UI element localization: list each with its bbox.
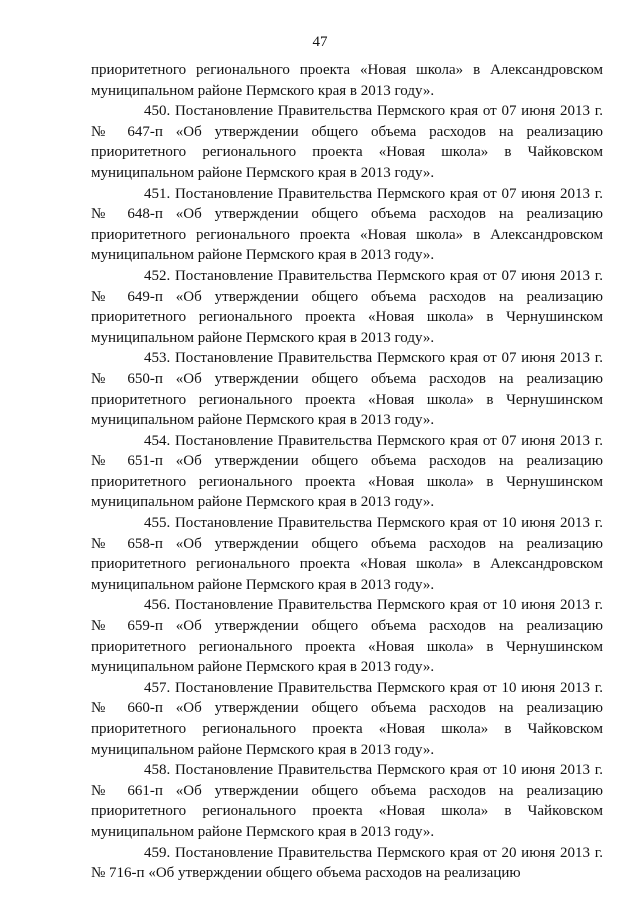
paragraph-item-456: 456. Постановление Правительства Пермского края от 10 июня 2013 г. № 659-п «Об утверждении общего объема расходов на реализацию приоритетного регионального проекта «Новая школа» в Чернушинском муниципальном районе Пермского края в 2013 году». [91,597,603,676]
paragraph-item-455: 455. Постановление Правительства Пермского края от 10 июня 2013 г. № 658-п «Об утверждении общего объема расходов на реализацию приоритетного регионального проекта «Новая школа» в Александровском муниципальном районе Пермского края в 2013 году». [91,515,603,593]
paragraph-item-450: 450. Постановление Правительства Пермского края от 07 июня 2013 г. № 647-п «Об утверждении общего объема расходов на реализацию приоритетного регионального проекта «Новая школа» в Чайковском муниципальном районе Пермского края в 2013 году». [91,103,603,181]
paragraph-item-454: 454. Постановление Правительства Пермского края от 07 июня 2013 г. № 651-п «Об утверждении общего объема расходов на реализацию приоритетного регионального проекта «Новая школа» в Чернушинском муниципальном районе Пермского края в 2013 году». [91,432,603,511]
document-body [91,60,603,884]
page-number: 47 [312,34,328,50]
paragraph-item-452: 452. Постановление Правительства Пермского края от 07 июня 2013 г. № 649-п «Об утверждении общего объема расходов на реализацию приоритетного регионального проекта «Новая школа» в Чернушинском муниципальном районе Пермского края в 2013 году». [91,267,603,346]
paragraph-item-458: 458. Постановление Правительства Пермского края от 10 июня 2013 г. № 661-п «Об утверждении общего объема расходов на реализацию приоритетного регионального проекта «Новая школа» в Чайковском муниципальном районе Пермского края в 2013 году». [91,762,603,840]
paragraph-item-453: 453. Постановление Правительства Пермского края от 07 июня 2013 г. № 650-п «Об утверждении общего объема расходов на реализацию приоритетного регионального проекта «Новая школа» в Чернушинском муниципальном районе Пермского края в 2013 году». [91,350,603,429]
paragraph-item-451: 451. Постановление Правительства Пермского края от 07 июня 2013 г. № 648-п «Об утверждении общего объема расходов на реализацию приоритетного регионального проекта «Новая школа» в Александровском муниципальном районе Пермского края в 2013 году». [91,185,603,264]
paragraph-item-459: 459. Постановление Правительства Пермского края от 20 июня 2013 г. № 716-п «Об утверждении общего объема расходов на реализацию [91,844,603,882]
paragraph-item-457: 457. Постановление Правительства Пермского края от 10 июня 2013 г. № 660-п «Об утверждении общего объема расходов на реализацию приоритетного регионального проекта «Новая школа» в Чайковском муниципальном районе Пермского края в 2013 году». [91,679,603,758]
paragraph-continuation: приоритетного регионального проекта «Новая школа» в Александровском муниципальном районе Пермского края в 2013 году». [91,62,603,99]
